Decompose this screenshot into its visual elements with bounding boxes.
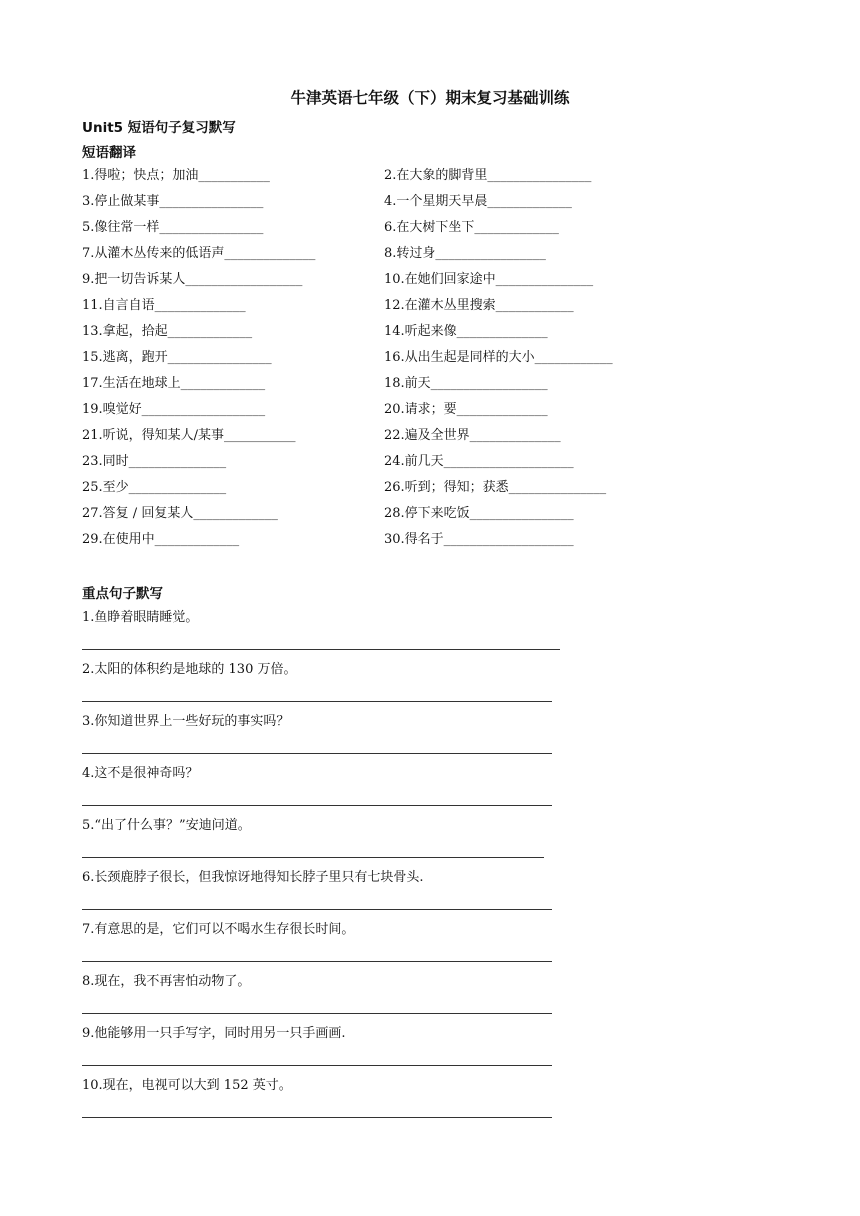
- phrase-item: 3.停止做某事________________: [82, 194, 264, 209]
- phrase-item: 16.从出生起是同样的大小____________: [384, 350, 613, 365]
- sentence-text: 1.鱼睁着眼睛睡觉。: [82, 610, 199, 625]
- answer-line[interactable]: [82, 805, 552, 806]
- phrase-item: 13.拿起，拾起_____________: [82, 324, 253, 339]
- phrase-item: 27.答复 / 回复某人_____________: [82, 506, 278, 521]
- phrase-item: 23.同时_______________: [82, 454, 227, 469]
- phrase-item: 7.从灌木丛传来的低语声______________: [82, 246, 316, 261]
- sentence-item: [82, 764, 782, 816]
- phrase-item: 30.得名于____________________: [384, 532, 574, 547]
- phrase-item: 1.得啦；快点；加油___________: [82, 168, 270, 183]
- phrase-item: 10.在她们回家途中_______________: [384, 272, 594, 287]
- phrase-item: 25.至少_______________: [82, 480, 227, 495]
- phrase-item: 24.前几天____________________: [384, 454, 574, 469]
- phrase-list: [82, 166, 722, 556]
- answer-line[interactable]: [82, 1117, 552, 1118]
- sentence-text: 8.现在，我不再害怕动物了。: [82, 974, 251, 989]
- phrase-item: 6.在大树下坐下_____________: [384, 220, 559, 235]
- phrase-item: 4.一个星期天早晨_____________: [384, 194, 572, 209]
- sentence-item: [82, 972, 782, 1024]
- sentence-text: 5.“出了什么事？”安迪问道。: [82, 818, 251, 833]
- phrase-item: 26.听到；得知；获悉_______________: [384, 480, 607, 495]
- phrase-item: 15.逃离，跑开________________: [82, 350, 272, 365]
- phrase-item: 18.前天__________________: [384, 376, 548, 391]
- answer-line[interactable]: [82, 909, 552, 910]
- phrase-item: 12.在灌木丛里搜索____________: [384, 298, 574, 313]
- phrase-item: 22.遍及全世界______________: [384, 428, 561, 443]
- answer-line[interactable]: [82, 961, 552, 962]
- unit-heading: Unit5 短语句子复习默写: [82, 120, 236, 136]
- sentence-text: 4.这不是很神奇吗？: [82, 766, 199, 781]
- phrase-item: 28.停下来吃饭________________: [384, 506, 574, 521]
- phrase-section-heading: 短语翻译: [82, 145, 136, 161]
- sentence-text: 7.有意思的是，它们可以不喝水生存很长时间。: [82, 922, 355, 937]
- sentence-text: 3.你知道世界上一些好玩的事实吗？: [82, 714, 290, 729]
- sentence-item: [82, 660, 782, 712]
- sentence-item: [82, 868, 782, 920]
- phrase-item: 20.请求；要______________: [384, 402, 548, 417]
- document-title: 牛津英语七年级（下）期末复习基础训练: [290, 89, 570, 107]
- sentence-item: [82, 608, 782, 660]
- sentence-text: 6.长颈鹿脖子很长，但我惊讶地得知长脖子里只有七块骨头.: [82, 870, 424, 885]
- answer-line[interactable]: [82, 701, 552, 702]
- phrase-item: 11.自言自语______________: [82, 298, 246, 313]
- phrase-item: 19.嗅觉好___________________: [82, 402, 266, 417]
- answer-line[interactable]: [82, 649, 560, 650]
- phrase-item: 8.转过身_________________: [384, 246, 546, 261]
- sentence-item: [82, 816, 782, 868]
- sentence-item: [82, 1076, 782, 1128]
- answer-line[interactable]: [82, 1065, 552, 1066]
- sentence-item: [82, 920, 782, 972]
- phrase-item: 14.听起来像______________: [384, 324, 548, 339]
- sentence-list: [82, 608, 782, 1128]
- phrase-item: 9.把一切告诉某人__________________: [82, 272, 303, 287]
- sentence-text: 9.他能够用一只手写字，同时用另一只手画画.: [82, 1026, 346, 1041]
- phrase-item: 29.在使用中_____________: [82, 532, 240, 547]
- phrase-item: 2.在大象的脚背里________________: [384, 168, 592, 183]
- sentence-item: [82, 1024, 782, 1076]
- phrase-item: 21.听说，得知某人/某事___________: [82, 428, 296, 443]
- answer-line[interactable]: [82, 753, 552, 754]
- sentence-section-heading: 重点句子默写: [82, 586, 163, 602]
- phrase-item: 17.生活在地球上_____________: [82, 376, 266, 391]
- phrase-item: 5.像往常一样________________: [82, 220, 264, 235]
- answer-line[interactable]: [82, 857, 544, 858]
- sentence-text: 10.现在，电视可以大到 152 英寸。: [82, 1078, 292, 1093]
- sentence-text: 2.太阳的体积约是地球的 130 万倍。: [82, 662, 297, 677]
- answer-line[interactable]: [82, 1013, 552, 1014]
- sentence-item: [82, 712, 782, 764]
